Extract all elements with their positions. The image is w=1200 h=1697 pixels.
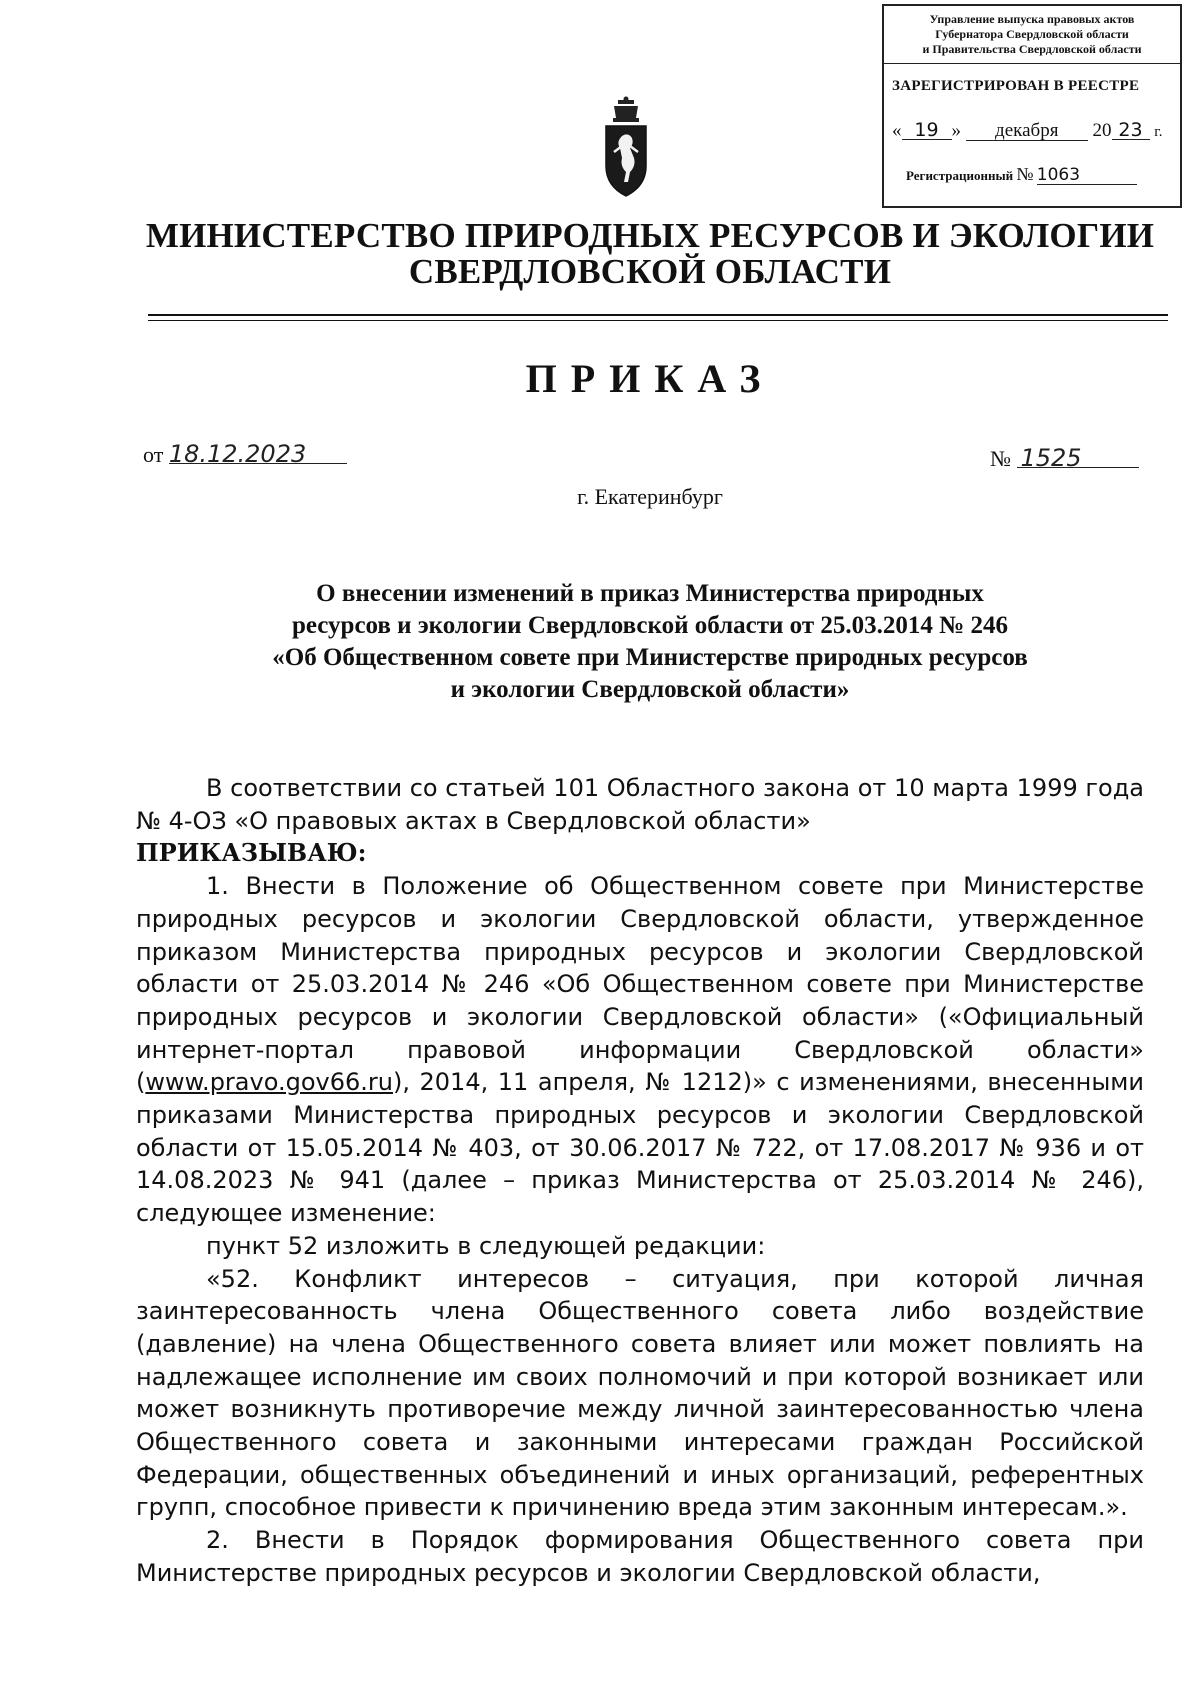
pravo-portal-link[interactable]: www.pravo.gov66.ru — [145, 1068, 393, 1097]
subject-line: «Об Общественном совете при Министерстве природных ресурсов — [272, 644, 1028, 671]
registration-stamp — [882, 4, 1182, 208]
header-divider — [148, 320, 1168, 321]
stamp-year-suffix: 23 — [1112, 121, 1150, 140]
stamp-org-line: и Правительства Свердловской области — [922, 42, 1142, 56]
order-date — [143, 442, 347, 468]
header-divider — [148, 314, 1168, 316]
coat-of-arms-icon — [600, 96, 652, 200]
stamp-open-quote: « — [892, 120, 902, 141]
document-type-title: ПРИКАЗ — [525, 356, 775, 401]
order-body — [136, 772, 1144, 1590]
stamp-org-line: Губернатора Свердловской области — [935, 27, 1129, 41]
order-date-prefix: от — [143, 442, 164, 467]
order-date-value: 18.12.2023 — [169, 445, 347, 464]
order-command: ПРИКАЗЫВАЮ: — [136, 838, 367, 868]
stamp-registered-text: ЗАРЕГИСТРИРОВАН В РЕЕСТРЕ — [892, 78, 1140, 94]
item-1-subparagraph: пункт 52 изложить в следующей редакции: — [206, 1231, 766, 1260]
stamp-month: декабря — [966, 122, 1088, 141]
stamp-year-mark: г. — [1154, 124, 1163, 140]
city-line: г. Екатеринбург — [577, 484, 723, 509]
item-1-text-cont: ), 2014, 11 апреля, № 1212)» с изменениями, внесенными приказами Министерства природных ресурсов и экологии Свердловской области от 15.05.2014 № 403, от 30.06.2017 № 722, от 17.08.2017 № 936 и от 14.08.2023 № 941 (далее – приказ Министерства от 25.03.2014 № 246), следующее изменение: — [136, 1068, 1144, 1228]
stamp-year-prefix: 20 — [1092, 120, 1112, 141]
stamp-close-quote: » — [951, 120, 961, 141]
item-1-quote: «52. Конфликт интересов – ситуация, при которой личная заинтересованность члена Общественного совета либо воздействие (давление) на члена Общественного совета влияет или может повлиять на надлежащее исполнение им своих полномочий и при которой возникает или может возникнуть противоречие между личной заинтересованностью члена Общественного совета и законными интересами граждан Российской Федерации, общественных объединений и иных организаций, референтных групп, способное привести к причинению вреда этим законным интересам.». — [136, 1264, 1144, 1522]
order-subject — [100, 578, 1200, 706]
stamp-reg-value: 1063 — [1037, 166, 1137, 185]
stamp-reg-number — [906, 164, 1137, 185]
item-2-paragraph: 2. Внести в Порядок формирования Общественного совета при Министерстве природных ресурсов и экологии Свердловской области, — [136, 1526, 1144, 1587]
intro-paragraph: В соответствии со статьей 101 Областного закона от 10 марта 1999 года № 4-ОЗ «О правовых актах в Свердловской области» — [136, 774, 1144, 835]
item-1-paragraph — [136, 870, 1144, 1230]
stamp-date — [892, 120, 1162, 142]
order-number — [990, 446, 1139, 472]
ministry-name — [100, 218, 1200, 290]
order-number-prefix: № — [990, 446, 1011, 471]
subject-line: ресурсов и экологии Свердловской области от 25.03.2014 № 246 — [291, 612, 1008, 639]
stamp-reg-no-sign: № — [1016, 164, 1034, 184]
stamp-reg-label: Регистрационный — [906, 168, 1014, 183]
stamp-header — [884, 6, 1180, 64]
item-1-text: 1. Внести в Положение об Общественном совете при Министерстве природных ресурсов и экологии Свердловской области, утвержденное приказом Министерства природных ресурсов и экологии Свердловской области от 25.03.2014 № 246 «Об Общественном совете при Министерстве природных ресурсов и экологии Свердловской области» («Официальный интернет-портал правовой информации Свердловской области» ( — [136, 872, 1144, 1097]
ministry-name-line: СВЕРДЛОВСКОЙ ОБЛАСТИ — [408, 252, 892, 291]
subject-line: и экологии Свердловской области» — [450, 676, 850, 703]
ministry-name-line: МИНИСТЕРСТВО ПРИРОДНЫХ РЕСУРСОВ И ЭКОЛОГИИ — [145, 216, 1155, 255]
order-number-value: 1525 — [1017, 449, 1139, 468]
stamp-day: 19 — [902, 121, 952, 140]
subject-line: О внесении изменений в приказ Министерства природных — [316, 580, 984, 607]
stamp-org-line: Управление выпуска правовых актов — [929, 12, 1135, 26]
